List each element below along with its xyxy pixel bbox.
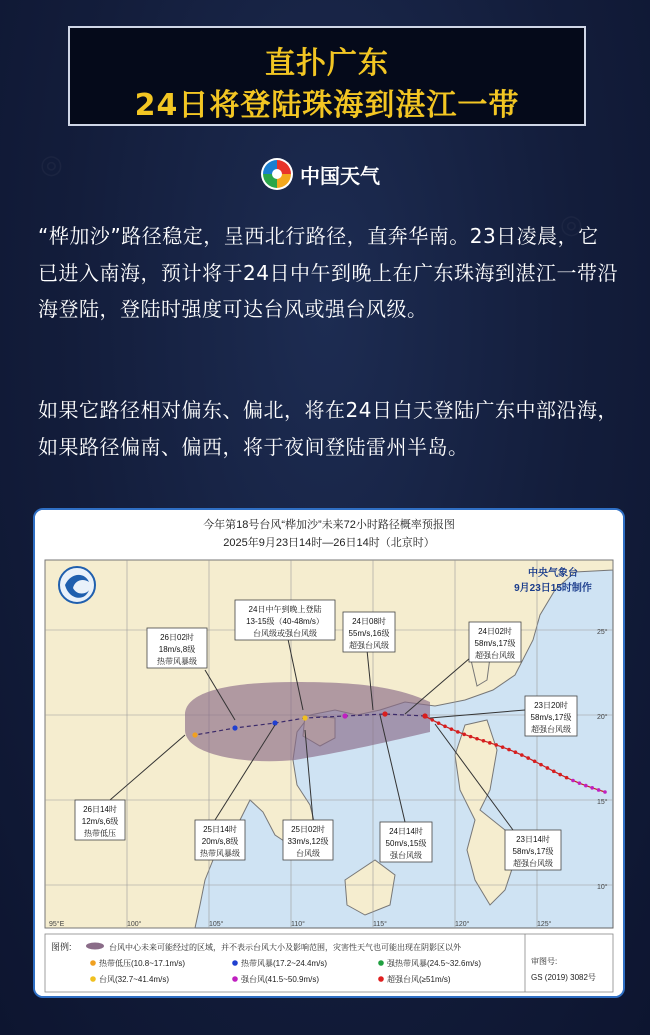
track-point xyxy=(539,763,543,767)
longitude-tick-label: 100° xyxy=(127,921,142,928)
track-point xyxy=(437,721,441,725)
paragraph-2: 如果它路径相对偏东、偏北，将在24日白天登陆广东中部沿海，如果路径偏南、偏西，将于夜间登陆雷州半岛。 xyxy=(38,398,618,459)
legend-cone-swatch xyxy=(86,943,104,950)
annotation-box xyxy=(195,820,245,860)
issuer-name: 中央气象台 xyxy=(528,568,578,579)
annotation-text: 50m/s,15级 xyxy=(385,839,427,848)
typhoon-track-map xyxy=(33,508,625,998)
legend-item-text: 强台风(41.5~50.9m/s) xyxy=(241,975,320,984)
track-point xyxy=(430,718,434,722)
typhoon-map-canvas xyxy=(35,510,623,996)
headline-line-1: 直扑广东 xyxy=(265,46,389,81)
annotation-text: 12m/s,6级 xyxy=(81,817,119,826)
track-point xyxy=(597,788,601,792)
map-legend xyxy=(45,934,613,992)
annotation-text: 58m/s,17级 xyxy=(512,847,554,856)
annotation-box xyxy=(283,820,333,860)
legend-item-text: 超强台风(≥51m/s) xyxy=(387,975,451,984)
legend-swatch xyxy=(90,976,96,982)
annotation-text: 超强台风级 xyxy=(513,859,553,868)
annotation-text: 13-15级（40-48m/s） xyxy=(246,617,324,626)
track-point xyxy=(546,766,550,770)
legend-swatch xyxy=(232,976,238,982)
annotation-box xyxy=(235,600,335,640)
background-watermark xyxy=(40,150,63,180)
forecast-point xyxy=(422,713,427,718)
annotation-text: 58m/s,17级 xyxy=(530,713,572,722)
latitude-tick-label: 15° xyxy=(597,799,608,806)
annotation-box xyxy=(505,830,561,870)
annotation-box xyxy=(525,696,577,736)
annotation-text: 33m/s,12级 xyxy=(287,837,329,846)
approval-number: GS (2019) 3082号 xyxy=(531,973,596,982)
annotation-text: 热带低压 xyxy=(84,829,116,838)
track-point xyxy=(558,773,562,777)
annotation-box xyxy=(380,822,432,862)
cma-logo-icon xyxy=(59,567,95,603)
annotation-box xyxy=(343,612,395,652)
legend-item xyxy=(378,958,481,968)
track-point xyxy=(443,724,447,728)
annotation-text: 23日20时 xyxy=(534,701,568,710)
track-point xyxy=(578,781,582,785)
legend-item xyxy=(232,958,327,968)
annotation-text: 台风级 xyxy=(296,849,320,858)
annotation-text: 26日14时 xyxy=(83,805,117,814)
forecast-point xyxy=(232,725,237,730)
map-title: 今年第18号台风“桦加沙”未来72小时路径概率预报图 xyxy=(203,519,455,531)
track-point xyxy=(475,737,479,741)
forecast-point xyxy=(192,732,197,737)
annotation-text: 24日中午到晚上登陆 xyxy=(248,605,322,614)
longitude-tick-label: 125° xyxy=(537,921,552,928)
legend-swatch xyxy=(232,960,238,966)
track-point xyxy=(514,750,518,754)
annotation-text: 25日14时 xyxy=(203,825,237,834)
longitude-tick-label: 95°E xyxy=(49,921,65,928)
track-point xyxy=(584,784,588,788)
legend-swatch xyxy=(90,960,96,966)
track-point xyxy=(533,759,537,763)
legend-item xyxy=(90,958,185,968)
annotation-text: 24日02时 xyxy=(478,627,512,636)
track-point xyxy=(603,790,607,794)
track-point xyxy=(571,779,575,783)
latitude-tick-label: 10° xyxy=(597,884,608,891)
legend-item-text: 台风(32.7~41.4m/s) xyxy=(99,975,170,984)
annotation-text: 24日14时 xyxy=(389,827,423,836)
annotation-text: 超强台风级 xyxy=(531,725,571,734)
track-point xyxy=(552,770,556,774)
headline-line-2: 24日将登陆珠海到湛江一带 xyxy=(134,88,520,123)
track-point xyxy=(520,753,524,757)
china-weather-logo-icon xyxy=(260,157,294,191)
legend-item xyxy=(378,974,451,984)
headline-banner xyxy=(68,26,586,126)
track-point xyxy=(482,739,486,743)
track-point xyxy=(590,786,594,790)
annotation-text: 超强台风级 xyxy=(349,641,389,650)
forecast-point xyxy=(382,711,387,716)
track-point xyxy=(526,756,530,760)
annotation-text: 58m/s,17级 xyxy=(474,639,516,648)
annotation-text: 18m/s,8级 xyxy=(158,645,196,654)
annotation-box xyxy=(147,628,207,668)
track-point xyxy=(507,748,511,752)
map-subtitle: 2025年9月23日14时—26日14时（北京时） xyxy=(223,537,435,549)
annotation-box xyxy=(75,800,125,840)
track-point xyxy=(450,727,454,731)
brand-name: 中国天气 xyxy=(300,163,380,188)
approval-label: 审图号: xyxy=(531,957,558,966)
legend-item xyxy=(90,974,169,984)
legend-item xyxy=(232,974,319,984)
track-point xyxy=(565,776,569,780)
legend-swatch xyxy=(378,960,384,966)
legend-swatch xyxy=(378,976,384,982)
annotation-text: 24日08时 xyxy=(352,617,386,626)
annotation-text: 台风级或强台风级 xyxy=(253,629,317,638)
legend-label: 图例: xyxy=(51,942,72,952)
forecast-point xyxy=(342,713,347,718)
annotation-text: 25日02时 xyxy=(291,825,325,834)
longitude-tick-label: 105° xyxy=(209,921,224,928)
track-point xyxy=(462,733,466,737)
track-point xyxy=(488,741,492,745)
annotation-text: 26日02时 xyxy=(160,633,194,642)
track-point xyxy=(494,743,498,747)
track-point xyxy=(501,745,505,749)
annotation-text: 热带风暴级 xyxy=(200,849,240,858)
annotation-text: 热带风暴级 xyxy=(157,657,197,666)
paragraph-1: “桦加沙”路径稳定，呈西北行路径，直奔华南。23日凌晨，它已进入南海，预计将于24日中午到晚上在广东珠海到湛江一带沿海登陆，登陆时强度可达台风或强台风级。 xyxy=(38,224,618,321)
longitude-tick-label: 110° xyxy=(291,921,305,928)
issuer-time: 9月23日15时制作 xyxy=(514,583,592,594)
brand-logo-group xyxy=(260,157,380,191)
forecast-point xyxy=(302,715,307,720)
track-point xyxy=(456,730,460,734)
legend-item-text: 强热带风暴(24.5~32.6m/s) xyxy=(387,959,482,968)
latitude-tick-label: 25° xyxy=(597,629,608,636)
legend-item-text: 热带低压(10.8~17.1m/s) xyxy=(99,959,186,968)
legend-cone-text: 台风中心未来可能经过的区域，并不表示台风大小及影响范围，灾害性天气也可能出现在阴影区以外 xyxy=(109,943,461,952)
annotation-text: 55m/s,16级 xyxy=(348,629,390,638)
track-point xyxy=(469,735,473,739)
forecast-point xyxy=(272,720,277,725)
annotation-text: 超强台风级 xyxy=(475,651,515,660)
longitude-tick-label: 115° xyxy=(373,921,387,928)
latitude-tick-label: 20° xyxy=(597,714,608,721)
longitude-tick-label: 120° xyxy=(455,921,470,928)
annotation-text: 20m/s,8级 xyxy=(201,837,239,846)
legend-item-text: 热带风暴(17.2~24.4m/s) xyxy=(241,959,328,968)
annotation-text: 23日14时 xyxy=(516,835,550,844)
annotation-text: 强台风级 xyxy=(390,851,422,860)
annotation-box xyxy=(469,622,521,662)
